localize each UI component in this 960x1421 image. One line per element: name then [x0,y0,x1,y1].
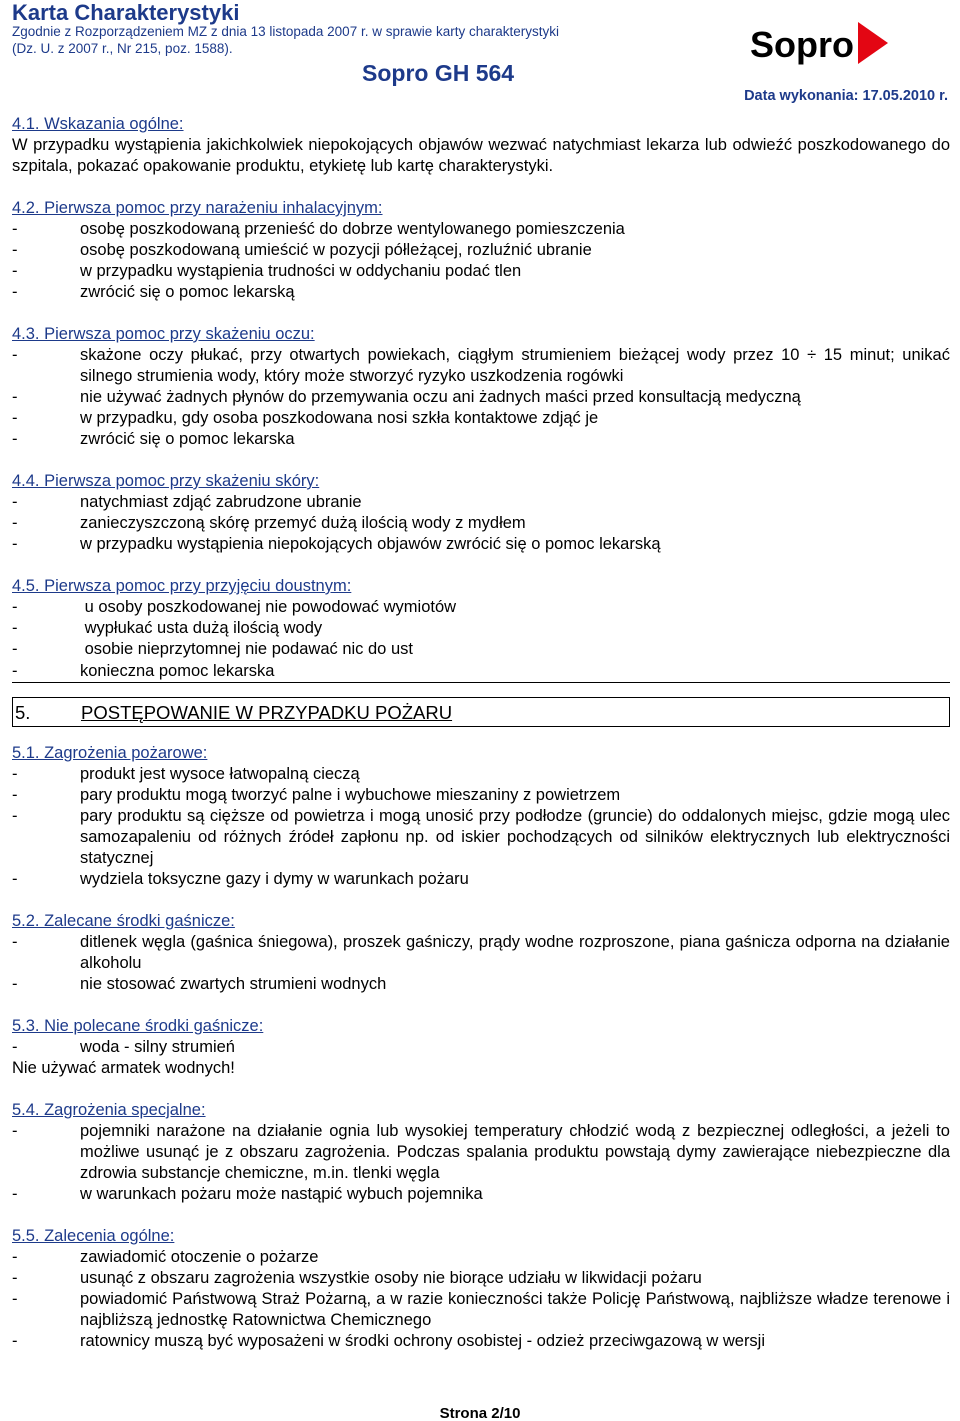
section-4-3 [12,324,950,450]
section-5-number: 5. [15,701,31,723]
list-item: - woda - silny strumień [12,1038,235,1056]
product-name: Sopro GH 564 [362,60,515,86]
heading-5-4: 5.4. Zagrożenia specjalne: [12,1101,206,1119]
logo-wordmark: Sopro [750,24,854,65]
list-item: - natychmiast zdjąć zabrudzone ubranie [12,493,362,511]
list-item: - osobie nieprzytomnej nie podawać nic do ust [12,640,413,658]
section-4-1 [12,114,950,177]
page-number: Strona 2/10 [439,1405,521,1421]
text-4-1: W przypadku wystąpienia jakichkolwiek niepokojących objawów wezwać natychmiast lekarza lub odwieźć poszkodowanego do szpitala, pokazać opakowanie produktu, etykietę lub kartę charakterystyki. [12,136,950,175]
note-5-3: Nie używać armatek wodnych! [12,1059,235,1077]
list-item: - pary produktu mogą tworzyć palne i wybuchowe mieszaniny z powietrzem [12,786,621,804]
heading-4-3: 4.3. Pierwsza pomoc przy skażeniu oczu: [12,325,315,343]
list-item: - produkt jest wysoce łatwopalną cieczą [12,765,360,783]
list-item: - usunąć z obszaru zagrożenia wszystkie osoby nie biorące udziału w likwidacji pożaru [12,1269,702,1287]
section-4-4 [12,471,950,555]
list-item: - zwrócić się o pomoc lekarską [12,283,295,301]
list-item: - w przypadku wystąpienia trudności w oddychaniu podać tlen [12,262,522,280]
section-5-5 [12,1226,950,1352]
list-item: - pojemniki narażone na działanie ognia lub wysokiej temperatury chłodzić wodą z bezpiecznej odległości, a jeżeli to możliwe usunąć je z obszaru zagrożenia. Podczas spalania produktu powstają dymy zawierające niebezpieczne dla zdrowia substancje chemiczne, m.in. tlenki węgla [12,1122,950,1182]
list-item: - zwrócić się o pomoc lekarska [12,430,295,448]
heading-4-1: 4.1. Wskazania ogólne: [12,115,184,133]
heading-4-2: 4.2. Pierwsza pomoc przy narażeniu inhalacyjnym: [12,199,383,217]
heading-5-3: 5.3. Nie polecane środki gaśnicze: [12,1017,264,1035]
regulation-line-1: Zgodnie z Rozporządzeniem MZ z dnia 13 listopada 2007 r. w sprawie karty charakterystyki [12,24,560,39]
list-item: - konieczna pomoc lekarska [12,661,950,683]
heading-5-5: 5.5. Zalecenia ogólne: [12,1227,175,1245]
list-item: - pary produktu są cięższe od powietrza i mogą unosić przy podłodze (gruncie) do oddalonych miejsc, gdzie mogą ulec samozapaleniu od różnych źródeł zapłonu np. od iskier pochodzących od silników elektrycznych lub elektryczności statycznej [12,807,950,867]
regulation-line-2: (Dz. U. z 2007 r., Nr 215, poz. 1588). [12,41,233,56]
list-item: - w przypadku wystąpienia niepokojących objawów zwrócić się o pomoc lekarską [12,535,661,553]
list-item: - nie stosować zwartych strumieni wodnych [12,975,387,993]
list-item: - w przypadku, gdy osoba poszkodowana nosi szkła kontaktowe zdjąć je [12,409,599,427]
list-item: - nie używać żadnych płynów do przemywania oczu ani żadnych maści przed konsultacją medyczną [12,388,801,406]
sopro-logo [746,16,892,70]
list-item: - wypłukać usta dużą ilością wody [12,619,323,637]
list-item: - ditlenek węgla (gaśnica śniegowa), proszek gaśniczy, prądy wodne rozproszone, piana gaśnicza odporna na działanie alkoholu [12,933,950,972]
list-item: - wydziela toksyczne gazy i dymy w warunkach pożaru [12,870,469,888]
section-5-2 [12,911,950,995]
heading-5-1: 5.1. Zagrożenia pożarowe: [12,744,208,762]
list-item: - skażone oczy płukać, przy otwartych powiekach, ciągłym strumieniem bieżącej wody przez 10 ÷ 15 minut; unikać silnego strumienia wody, który może stworzyć ryzyko uszkodzenia rogówki [12,346,950,385]
document-title: Karta Charakterystyki [12,0,240,25]
section-5-1 [12,743,950,890]
list-item: - osobę poszkodowaną umieścić w pozycji półleżącej, rozluźnić ubranie [12,241,592,259]
list-item: - w warunkach pożaru może nastąpić wybuch pojemnika [12,1185,483,1203]
list-item: - osobę poszkodowaną przenieść do dobrze wentylowanego pomieszczenia [12,220,625,238]
section-5-title: POSTĘPOWANIE W PRZYPADKU POŻARU [81,701,453,723]
section-5-header [12,697,950,727]
list-item: - u osoby poszkodowanej nie powodować wymiotów [12,598,457,616]
heading-4-5: 4.5. Pierwsza pomoc przy przyjęciu doustnym: [12,577,352,595]
list-item: - powiadomić Państwową Straż Pożarną, a w razie konieczności także Policję Państwową, najbliższe władze terenowe i najbliższą jednostkę Ratownictwa Chemicznego [12,1290,950,1329]
document-body [12,114,950,1352]
list-item: - ratownicy muszą być wyposażeni w środki ochrony osobistej - odzież przeciwgazową w wersji [12,1332,766,1350]
list-item: - zanieczyszczoną skórę przemyć dużą ilością wody z mydłem [12,514,526,532]
section-5-3 [12,1016,950,1079]
list-item: - zawiadomić otoczenie o pożarze [12,1248,319,1266]
section-4-5 [12,576,950,683]
heading-4-4: 4.4. Pierwsza pomoc przy skażeniu skóry: [12,472,320,490]
section-5-4 [12,1100,950,1205]
section-4-2 [12,198,950,303]
creation-date: Data wykonania: 17.05.2010 r. [744,88,948,104]
heading-5-2: 5.2. Zalecane środki gaśnicze: [12,912,235,930]
